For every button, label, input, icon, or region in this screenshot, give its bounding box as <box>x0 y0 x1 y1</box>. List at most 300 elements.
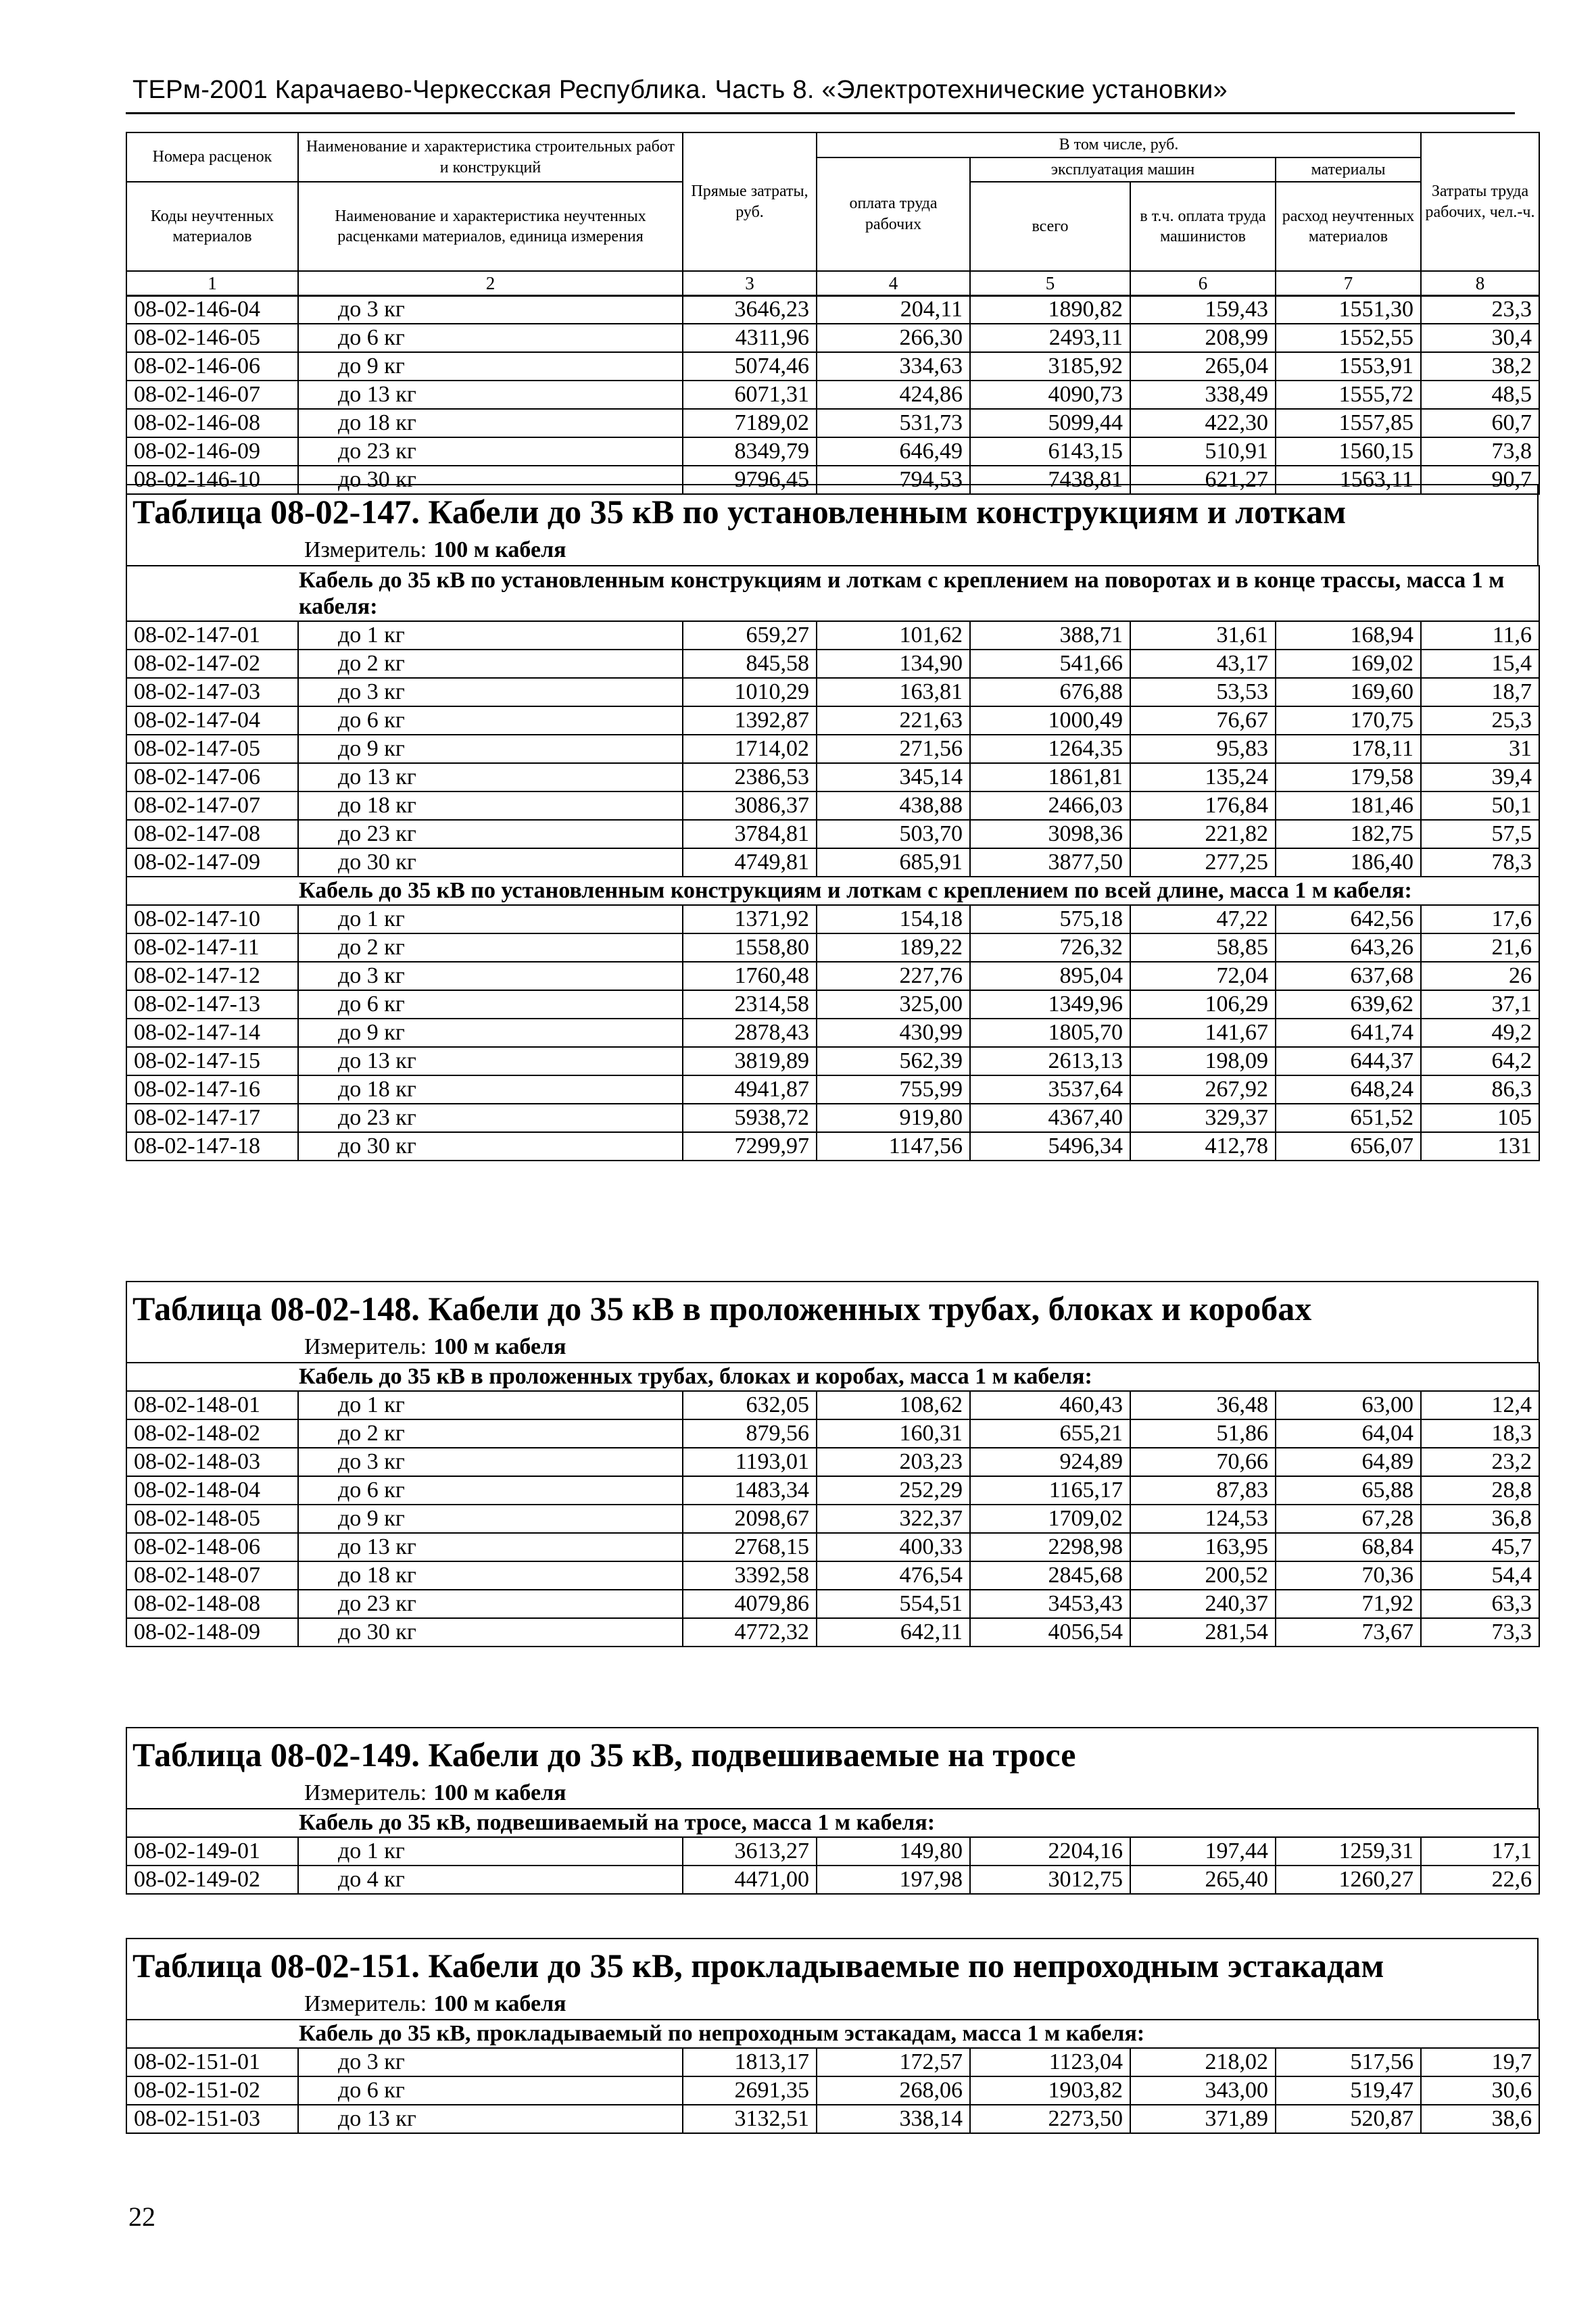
rate-code-cell: 08-02-151-03 <box>126 2105 298 2133</box>
direct-costs-cell: 879,56 <box>683 1419 817 1448</box>
machine-total-cell: 1165,17 <box>970 1476 1130 1505</box>
materials-cell: 643,26 <box>1276 933 1421 962</box>
labor-hours-cell: 48,5 <box>1421 381 1539 409</box>
operator-wages-cell: 163,95 <box>1130 1533 1276 1561</box>
direct-costs-cell: 3132,51 <box>683 2105 817 2133</box>
materials-cell: 73,67 <box>1276 1618 1421 1647</box>
wages-cell: 430,99 <box>817 1019 970 1047</box>
materials-cell: 648,24 <box>1276 1075 1421 1104</box>
measure-label: Измеритель: <box>304 1780 427 1805</box>
wages-cell: 108,62 <box>817 1391 970 1419</box>
table-title: Таблица 08-02-147. Кабели до 35 кВ по установленным конструкциям и лоткам <box>126 484 1539 535</box>
machine-total-cell: 3012,75 <box>970 1866 1130 1894</box>
rate-code-cell: 08-02-149-01 <box>126 1837 298 1866</box>
wages-cell: 476,54 <box>817 1561 970 1590</box>
work-name-cell: до 6 кг <box>298 324 683 352</box>
header-machine-operation: эксплуатация машин <box>970 157 1276 182</box>
rate-code-cell: 08-02-151-02 <box>126 2076 298 2105</box>
machine-total-cell: 2466,03 <box>970 791 1130 820</box>
wages-cell: 163,81 <box>817 678 970 706</box>
operator-wages-cell: 265,40 <box>1130 1866 1276 1894</box>
direct-costs-cell: 4772,32 <box>683 1618 817 1647</box>
operator-wages-cell: 338,49 <box>1130 381 1276 409</box>
wages-cell: 438,88 <box>817 791 970 820</box>
work-name-cell: до 30 кг <box>298 466 683 494</box>
work-name-cell: до 18 кг <box>298 409 683 437</box>
machine-total-cell: 3453,43 <box>970 1590 1130 1618</box>
materials-cell: 520,87 <box>1276 2105 1421 2133</box>
work-name-cell: до 23 кг <box>298 1104 683 1132</box>
rate-code-cell: 08-02-147-12 <box>126 962 298 990</box>
rate-code-cell: 08-02-147-08 <box>126 820 298 848</box>
labor-hours-cell: 54,4 <box>1421 1561 1539 1590</box>
rate-code-cell: 08-02-147-11 <box>126 933 298 962</box>
rate-code-cell: 08-02-147-06 <box>126 763 298 791</box>
header-total: всего <box>970 182 1130 271</box>
table-146-rows <box>126 295 1540 495</box>
table-row <box>126 1476 1539 1505</box>
materials-cell: 639,62 <box>1276 990 1421 1019</box>
direct-costs-cell: 1813,17 <box>683 2048 817 2076</box>
labor-hours-cell: 11,6 <box>1421 621 1539 650</box>
wages-cell: 227,76 <box>817 962 970 990</box>
operator-wages-cell: 70,66 <box>1130 1448 1276 1476</box>
direct-costs-cell: 2878,43 <box>683 1019 817 1047</box>
measure-label: Измеритель: <box>304 1334 427 1359</box>
table-row <box>126 1132 1539 1161</box>
rate-code-cell: 08-02-147-01 <box>126 621 298 650</box>
col-number: 4 <box>817 271 970 296</box>
table-title: Таблица 08-02-149. Кабели до 35 кВ, подвешиваемые на тросе <box>126 1727 1539 1778</box>
wages-cell: 1147,56 <box>817 1132 970 1161</box>
work-name-cell: до 2 кг <box>298 933 683 962</box>
direct-costs-cell: 1558,80 <box>683 933 817 962</box>
machine-total-cell: 541,66 <box>970 650 1130 678</box>
col-number: 5 <box>970 271 1130 296</box>
rate-code-cell: 08-02-146-06 <box>126 352 298 381</box>
rate-code-cell: 08-02-147-09 <box>126 848 298 877</box>
rate-code-cell: 08-02-146-05 <box>126 324 298 352</box>
work-name-cell: до 9 кг <box>298 735 683 763</box>
measure-unit <box>126 1332 1539 1362</box>
wages-cell: 149,80 <box>817 1837 970 1866</box>
table-row <box>126 1391 1539 1419</box>
table-row <box>126 324 1539 352</box>
materials-cell: 1551,30 <box>1276 295 1421 324</box>
direct-costs-cell: 2691,35 <box>683 2076 817 2105</box>
materials-cell: 1560,15 <box>1276 437 1421 466</box>
labor-hours-cell: 15,4 <box>1421 650 1539 678</box>
work-name-cell: до 13 кг <box>298 2105 683 2133</box>
header-materials: материалы <box>1276 157 1421 182</box>
col-number: 6 <box>1130 271 1276 296</box>
machine-total-cell: 1264,35 <box>970 735 1130 763</box>
header-rate-numbers: Номера расценок <box>126 132 298 182</box>
table-row <box>126 650 1539 678</box>
labor-hours-cell: 25,3 <box>1421 706 1539 735</box>
materials-cell: 1553,91 <box>1276 352 1421 381</box>
wages-cell: 642,11 <box>817 1618 970 1647</box>
wages-cell: 919,80 <box>817 1104 970 1132</box>
wages-cell: 503,70 <box>817 820 970 848</box>
machine-total-cell: 3877,50 <box>970 848 1130 877</box>
materials-cell: 1259,31 <box>1276 1837 1421 1866</box>
table-row <box>126 1866 1539 1894</box>
materials-cell: 65,88 <box>1276 1476 1421 1505</box>
direct-costs-cell: 5938,72 <box>683 1104 817 1132</box>
labor-hours-cell: 28,8 <box>1421 1476 1539 1505</box>
materials-cell: 1563,11 <box>1276 466 1421 494</box>
direct-costs-cell: 3784,81 <box>683 820 817 848</box>
wages-cell: 189,22 <box>817 933 970 962</box>
wages-cell: 424,86 <box>817 381 970 409</box>
labor-hours-cell: 37,1 <box>1421 990 1539 1019</box>
work-name-cell: до 30 кг <box>298 848 683 877</box>
direct-costs-cell: 9796,45 <box>683 466 817 494</box>
machine-total-cell: 676,88 <box>970 678 1130 706</box>
section-subheading: Кабель до 35 кВ в проложенных трубах, блоках и коробах, масса 1 м кабеля: <box>126 1363 1539 1391</box>
materials-cell: 642,56 <box>1276 905 1421 933</box>
table-row <box>126 791 1539 820</box>
direct-costs-cell: 6071,31 <box>683 381 817 409</box>
section-subheading: Кабель до 35 кВ по установленным конструкциям и лоткам с креплением по всей длине, масса 1 м кабеля: <box>126 877 1539 905</box>
table-row <box>126 1075 1539 1104</box>
machine-total-cell: 924,89 <box>970 1448 1130 1476</box>
wages-cell: 531,73 <box>817 409 970 437</box>
machine-total-cell: 1349,96 <box>970 990 1130 1019</box>
labor-hours-cell: 23,3 <box>1421 295 1539 324</box>
materials-cell: 644,37 <box>1276 1047 1421 1075</box>
operator-wages-cell: 43,17 <box>1130 650 1276 678</box>
labor-hours-cell: 49,2 <box>1421 1019 1539 1047</box>
wages-cell: 197,98 <box>817 1866 970 1894</box>
direct-costs-cell: 1010,29 <box>683 678 817 706</box>
wages-cell: 268,06 <box>817 2076 970 2105</box>
table-row <box>126 1837 1539 1866</box>
rate-code-cell: 08-02-147-17 <box>126 1104 298 1132</box>
section-subheading: Кабель до 35 кВ, прокладываемый по непроходным эстакадам, масса 1 м кабеля: <box>126 2020 1539 2048</box>
rate-code-cell: 08-02-146-09 <box>126 437 298 466</box>
materials-cell: 182,75 <box>1276 820 1421 848</box>
wages-cell: 562,39 <box>817 1047 970 1075</box>
work-name-cell: до 9 кг <box>298 352 683 381</box>
table-row <box>126 1104 1539 1132</box>
table-row <box>126 2105 1539 2133</box>
work-name-cell: до 18 кг <box>298 791 683 820</box>
header-operator-wages: в т.ч. оплата труда машинистов <box>1130 182 1276 271</box>
machine-total-cell: 7438,81 <box>970 466 1130 494</box>
labor-hours-cell: 73,3 <box>1421 1618 1539 1647</box>
materials-cell: 178,11 <box>1276 735 1421 763</box>
direct-costs-cell: 8349,79 <box>683 437 817 466</box>
work-name-cell: до 23 кг <box>298 820 683 848</box>
direct-costs-cell: 2314,58 <box>683 990 817 1019</box>
work-name-cell: до 4 кг <box>298 1866 683 1894</box>
table-row <box>126 706 1539 735</box>
rate-code-cell: 08-02-148-09 <box>126 1618 298 1647</box>
materials-cell: 1555,72 <box>1276 381 1421 409</box>
wages-cell: 345,14 <box>817 763 970 791</box>
table-row <box>126 848 1539 877</box>
labor-hours-cell: 21,6 <box>1421 933 1539 962</box>
materials-cell: 181,46 <box>1276 791 1421 820</box>
operator-wages-cell: 329,37 <box>1130 1104 1276 1132</box>
direct-costs-cell: 2768,15 <box>683 1533 817 1561</box>
materials-cell: 186,40 <box>1276 848 1421 877</box>
labor-hours-cell: 38,6 <box>1421 2105 1539 2133</box>
direct-costs-cell: 1760,48 <box>683 962 817 990</box>
work-name-cell: до 13 кг <box>298 381 683 409</box>
machine-total-cell: 1903,82 <box>970 2076 1130 2105</box>
operator-wages-cell: 200,52 <box>1130 1561 1276 1590</box>
machine-total-cell: 3098,36 <box>970 820 1130 848</box>
operator-wages-cell: 422,30 <box>1130 409 1276 437</box>
page-number: 22 <box>128 2201 155 2232</box>
labor-hours-cell: 30,4 <box>1421 324 1539 352</box>
col-number: 8 <box>1421 271 1539 296</box>
operator-wages-cell: 208,99 <box>1130 324 1276 352</box>
machine-total-cell: 6143,15 <box>970 437 1130 466</box>
operator-wages-cell: 371,89 <box>1130 2105 1276 2133</box>
measure-value: 100 м кабеля <box>433 1780 566 1805</box>
work-name-cell: до 13 кг <box>298 1047 683 1075</box>
work-name-cell: до 9 кг <box>298 1505 683 1533</box>
table-row <box>126 905 1539 933</box>
materials-cell: 1557,85 <box>1276 409 1421 437</box>
table-row <box>126 735 1539 763</box>
table-148-body <box>126 1362 1540 1647</box>
wages-cell: 554,51 <box>817 1590 970 1618</box>
materials-cell: 517,56 <box>1276 2048 1421 2076</box>
labor-hours-cell: 60,7 <box>1421 409 1539 437</box>
table-147-body <box>126 565 1540 1161</box>
direct-costs-cell: 1371,92 <box>683 905 817 933</box>
work-name-cell: до 30 кг <box>298 1132 683 1161</box>
wages-cell: 221,63 <box>817 706 970 735</box>
operator-wages-cell: 36,48 <box>1130 1391 1276 1419</box>
wages-cell: 322,37 <box>817 1505 970 1533</box>
machine-total-cell: 4367,40 <box>970 1104 1130 1132</box>
table-row <box>126 2048 1539 2076</box>
rate-code-cell: 08-02-147-02 <box>126 650 298 678</box>
rate-code-cell: 08-02-147-10 <box>126 905 298 933</box>
rate-code-cell: 08-02-148-06 <box>126 1533 298 1561</box>
direct-costs-cell: 4311,96 <box>683 324 817 352</box>
work-name-cell: до 1 кг <box>298 905 683 933</box>
direct-costs-cell: 2386,53 <box>683 763 817 791</box>
materials-cell: 71,92 <box>1276 1590 1421 1618</box>
machine-total-cell: 1709,02 <box>970 1505 1130 1533</box>
rate-code-cell: 08-02-148-01 <box>126 1391 298 1419</box>
operator-wages-cell: 72,04 <box>1130 962 1276 990</box>
work-name-cell: до 1 кг <box>298 621 683 650</box>
operator-wages-cell: 343,00 <box>1130 2076 1276 2105</box>
labor-hours-cell: 18,7 <box>1421 678 1539 706</box>
materials-cell: 170,75 <box>1276 706 1421 735</box>
materials-cell: 179,58 <box>1276 763 1421 791</box>
section-subheading: Кабель до 35 кВ по установленным конструкциям и лоткам с креплением на поворотах и в конце трассы, масса 1 м кабеля: <box>126 566 1539 621</box>
wages-cell: 755,99 <box>817 1075 970 1104</box>
table-08-02-149 <box>126 1727 1539 1895</box>
direct-costs-cell: 659,27 <box>683 621 817 650</box>
col-number: 3 <box>683 271 817 296</box>
work-name-cell: до 3 кг <box>298 962 683 990</box>
materials-cell: 1260,27 <box>1276 1866 1421 1894</box>
rate-code-cell: 08-02-146-10 <box>126 466 298 494</box>
machine-total-cell: 3537,64 <box>970 1075 1130 1104</box>
operator-wages-cell: 124,53 <box>1130 1505 1276 1533</box>
operator-wages-cell: 51,86 <box>1130 1419 1276 1448</box>
measure-unit <box>126 1778 1539 1808</box>
direct-costs-cell: 3613,27 <box>683 1837 817 1866</box>
rate-code-cell: 08-02-147-05 <box>126 735 298 763</box>
table-row <box>126 295 1539 324</box>
operator-wages-cell: 198,09 <box>1130 1047 1276 1075</box>
labor-hours-cell: 86,3 <box>1421 1075 1539 1104</box>
machine-total-cell: 5099,44 <box>970 409 1130 437</box>
rate-code-cell: 08-02-148-04 <box>126 1476 298 1505</box>
direct-costs-cell: 4749,81 <box>683 848 817 877</box>
table-149-body <box>126 1808 1540 1895</box>
table-row <box>126 1448 1539 1476</box>
table-row <box>126 409 1539 437</box>
measure-unit <box>126 535 1539 565</box>
column-header-table <box>126 132 1540 297</box>
wages-cell: 646,49 <box>817 437 970 466</box>
work-name-cell: до 13 кг <box>298 763 683 791</box>
direct-costs-cell: 3819,89 <box>683 1047 817 1075</box>
section-subheading: Кабель до 35 кВ, подвешиваемый на тросе, масса 1 м кабеля: <box>126 1809 1539 1837</box>
direct-costs-cell: 3646,23 <box>683 295 817 324</box>
labor-hours-cell: 17,6 <box>1421 905 1539 933</box>
operator-wages-cell: 267,92 <box>1130 1075 1276 1104</box>
materials-cell: 651,52 <box>1276 1104 1421 1132</box>
work-name-cell: до 18 кг <box>298 1561 683 1590</box>
rate-code-cell: 08-02-147-14 <box>126 1019 298 1047</box>
direct-costs-cell: 1483,34 <box>683 1476 817 1505</box>
header-wages: оплата труда рабочих <box>817 157 970 272</box>
work-name-cell: до 1 кг <box>298 1391 683 1419</box>
direct-costs-cell: 4471,00 <box>683 1866 817 1894</box>
machine-total-cell: 1890,82 <box>970 295 1130 324</box>
work-name-cell: до 23 кг <box>298 1590 683 1618</box>
work-name-cell: до 23 кг <box>298 437 683 466</box>
labor-hours-cell: 78,3 <box>1421 848 1539 877</box>
direct-costs-cell: 632,05 <box>683 1391 817 1419</box>
header-material-codes: Коды неучтенных материалов <box>126 182 298 271</box>
operator-wages-cell: 53,53 <box>1130 678 1276 706</box>
wages-cell: 160,31 <box>817 1419 970 1448</box>
machine-total-cell: 1000,49 <box>970 706 1130 735</box>
wages-cell: 334,63 <box>817 352 970 381</box>
wages-cell: 325,00 <box>817 990 970 1019</box>
operator-wages-cell: 240,37 <box>1130 1590 1276 1618</box>
materials-cell: 70,36 <box>1276 1561 1421 1590</box>
rate-code-cell: 08-02-147-07 <box>126 791 298 820</box>
labor-hours-cell: 39,4 <box>1421 763 1539 791</box>
operator-wages-cell: 106,29 <box>1130 990 1276 1019</box>
wages-cell: 154,18 <box>817 905 970 933</box>
work-name-cell: до 6 кг <box>298 706 683 735</box>
labor-hours-cell: 31 <box>1421 735 1539 763</box>
labor-hours-cell: 36,8 <box>1421 1505 1539 1533</box>
direct-costs-cell: 845,58 <box>683 650 817 678</box>
rate-code-cell: 08-02-147-18 <box>126 1132 298 1161</box>
operator-wages-cell: 159,43 <box>1130 295 1276 324</box>
work-name-cell: до 1 кг <box>298 1837 683 1866</box>
work-name-cell: до 13 кг <box>298 1533 683 1561</box>
wages-cell: 172,57 <box>817 2048 970 2076</box>
machine-total-cell: 4056,54 <box>970 1618 1130 1647</box>
rate-code-cell: 08-02-148-08 <box>126 1590 298 1618</box>
direct-costs-cell: 5074,46 <box>683 352 817 381</box>
header-material-names: Наименование и характеристика неучтенных расценками материалов, единица измерения <box>298 182 683 271</box>
table-row <box>126 1561 1539 1590</box>
work-name-cell: до 3 кг <box>298 295 683 324</box>
direct-costs-cell: 2098,67 <box>683 1505 817 1533</box>
table-row <box>126 933 1539 962</box>
labor-hours-cell: 22,6 <box>1421 1866 1539 1894</box>
table-08-02-151 <box>126 1938 1539 2134</box>
work-name-cell: до 6 кг <box>298 990 683 1019</box>
labor-hours-cell: 17,1 <box>1421 1837 1539 1866</box>
measure-value: 100 м кабеля <box>433 1991 566 2016</box>
machine-total-cell: 2845,68 <box>970 1561 1130 1590</box>
operator-wages-cell: 218,02 <box>1130 2048 1276 2076</box>
materials-cell: 64,89 <box>1276 1448 1421 1476</box>
table-row <box>126 678 1539 706</box>
rate-code-cell: 08-02-147-13 <box>126 990 298 1019</box>
table-row <box>126 820 1539 848</box>
rate-code-cell: 08-02-148-05 <box>126 1505 298 1533</box>
machine-total-cell: 4090,73 <box>970 381 1130 409</box>
materials-cell: 63,00 <box>1276 1391 1421 1419</box>
labor-hours-cell: 19,7 <box>1421 2048 1539 2076</box>
operator-wages-cell: 277,25 <box>1130 848 1276 877</box>
col-number: 2 <box>298 271 683 296</box>
work-name-cell: до 18 кг <box>298 1075 683 1104</box>
labor-hours-cell: 38,2 <box>1421 352 1539 381</box>
machine-total-cell: 2273,50 <box>970 2105 1130 2133</box>
table-title: Таблица 08-02-151. Кабели до 35 кВ, прокладываемые по непроходным эстакадам <box>126 1938 1539 1989</box>
materials-cell: 641,74 <box>1276 1019 1421 1047</box>
table-08-02-147 <box>126 484 1539 1161</box>
operator-wages-cell: 47,22 <box>1130 905 1276 933</box>
machine-total-cell: 575,18 <box>970 905 1130 933</box>
operator-wages-cell: 31,61 <box>1130 621 1276 650</box>
table-row <box>126 1590 1539 1618</box>
rate-code-cell: 08-02-147-04 <box>126 706 298 735</box>
labor-hours-cell: 131 <box>1421 1132 1539 1161</box>
table-row <box>126 621 1539 650</box>
measure-label: Измеритель: <box>304 537 427 562</box>
machine-total-cell: 1805,70 <box>970 1019 1130 1047</box>
wages-cell: 400,33 <box>817 1533 970 1561</box>
rate-code-cell: 08-02-148-02 <box>126 1419 298 1448</box>
materials-cell: 519,47 <box>1276 2076 1421 2105</box>
work-name-cell: до 3 кг <box>298 2048 683 2076</box>
work-name-cell: до 3 кг <box>298 678 683 706</box>
rate-code-cell: 08-02-149-02 <box>126 1866 298 1894</box>
operator-wages-cell: 87,83 <box>1130 1476 1276 1505</box>
operator-wages-cell: 141,67 <box>1130 1019 1276 1047</box>
operator-wages-cell: 412,78 <box>1130 1132 1276 1161</box>
rate-code-cell: 08-02-148-07 <box>126 1561 298 1590</box>
wages-cell: 266,30 <box>817 324 970 352</box>
wages-cell: 101,62 <box>817 621 970 650</box>
materials-cell: 64,04 <box>1276 1419 1421 1448</box>
work-name-cell: до 30 кг <box>298 1618 683 1647</box>
